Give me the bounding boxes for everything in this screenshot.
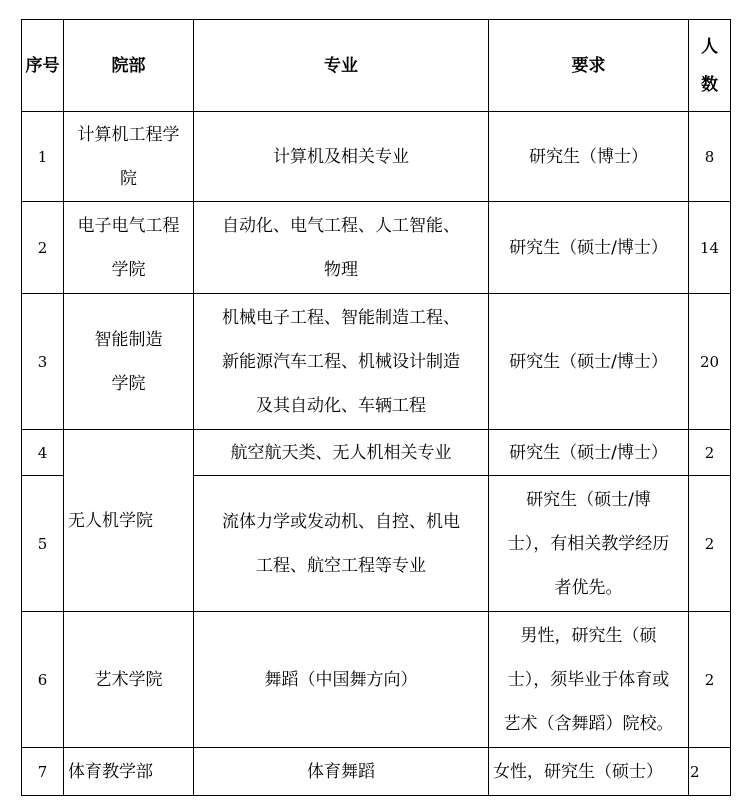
row-count: 2 xyxy=(689,612,731,748)
row-index: 7 xyxy=(22,748,64,796)
row-index: 3 xyxy=(22,294,64,430)
dept-line: 计算机工程学 xyxy=(77,124,180,145)
row-major xyxy=(194,294,489,430)
row-count: 14 xyxy=(689,202,731,294)
row-dept xyxy=(64,202,194,294)
table-row xyxy=(22,112,731,202)
row-major: 体育舞蹈 xyxy=(194,748,489,796)
dept-line: 智能制造 xyxy=(94,329,163,350)
header-count-line2: 数 xyxy=(701,74,718,95)
table-row xyxy=(22,748,731,796)
row-count: 2 xyxy=(689,748,731,796)
major-line: 物理 xyxy=(324,259,358,280)
req-line: 士），有相关教学经历 xyxy=(507,533,670,554)
table-row xyxy=(22,202,731,294)
row-requirement: 研究生（硕士/博士） xyxy=(489,202,689,294)
row-index: 5 xyxy=(22,476,64,612)
header-count xyxy=(689,20,731,112)
row-major: 舞蹈（中国舞方向） xyxy=(194,612,489,748)
row-count: 20 xyxy=(689,294,731,430)
row-dept xyxy=(64,112,194,202)
dept-line: 学院 xyxy=(111,373,146,394)
row-dept: 体育教学部 xyxy=(64,748,194,796)
table-row xyxy=(22,430,731,476)
row-major xyxy=(194,202,489,294)
row-requirement: 女性，研究生（硕士） xyxy=(489,748,689,796)
header-dept: 院部 xyxy=(64,20,194,112)
req-line: 研究生（硕士/博 xyxy=(526,489,651,510)
row-requirement xyxy=(489,612,689,748)
req-line: 艺术（含舞蹈）院校。 xyxy=(503,713,674,734)
table-row xyxy=(22,612,731,748)
major-line: 机械电子工程、智能制造工程、 xyxy=(222,307,460,328)
row-index: 4 xyxy=(22,430,64,476)
row-count: 2 xyxy=(689,476,731,612)
row-index: 1 xyxy=(22,112,64,202)
row-major xyxy=(194,476,489,612)
header-major: 专业 xyxy=(194,20,489,112)
major-line: 新能源汽车工程、机械设计制造 xyxy=(222,351,460,372)
major-line: 流体力学或发动机、自控、机电 xyxy=(222,511,460,532)
row-requirement: 研究生（硕士/博士） xyxy=(489,294,689,430)
dept-line: 电子电气工程 xyxy=(77,215,180,236)
header-row xyxy=(22,20,731,112)
req-line: 士），须毕业于体育或 xyxy=(507,669,670,690)
row-dept xyxy=(64,294,194,430)
header-requirement: 要求 xyxy=(489,20,689,112)
header-count-line1: 人 xyxy=(701,36,718,57)
row-dept: 无人机学院 xyxy=(64,430,194,612)
major-line: 工程、航空工程等专业 xyxy=(256,555,426,576)
table-row xyxy=(22,294,731,430)
row-count: 2 xyxy=(689,430,731,476)
row-requirement xyxy=(489,476,689,612)
dept-line: 学院 xyxy=(111,259,146,280)
row-major: 计算机及相关专业 xyxy=(194,112,489,202)
dept-line: 院 xyxy=(120,168,137,189)
row-dept: 艺术学院 xyxy=(64,612,194,748)
positions-table xyxy=(21,19,731,796)
row-count: 8 xyxy=(689,112,731,202)
row-major: 航空航天类、无人机相关专业 xyxy=(194,430,489,476)
row-requirement: 研究生（硕士/博士） xyxy=(489,430,689,476)
major-line: 自动化、电气工程、人工智能、 xyxy=(222,215,460,236)
req-line: 者优先。 xyxy=(554,577,623,598)
row-index: 6 xyxy=(22,612,64,748)
header-index: 序号 xyxy=(22,20,64,112)
row-index: 2 xyxy=(22,202,64,294)
req-line: 男性，研究生（硕 xyxy=(520,625,657,646)
major-line: 及其自动化、车辆工程 xyxy=(256,395,426,416)
row-requirement: 研究生（博士） xyxy=(489,112,689,202)
